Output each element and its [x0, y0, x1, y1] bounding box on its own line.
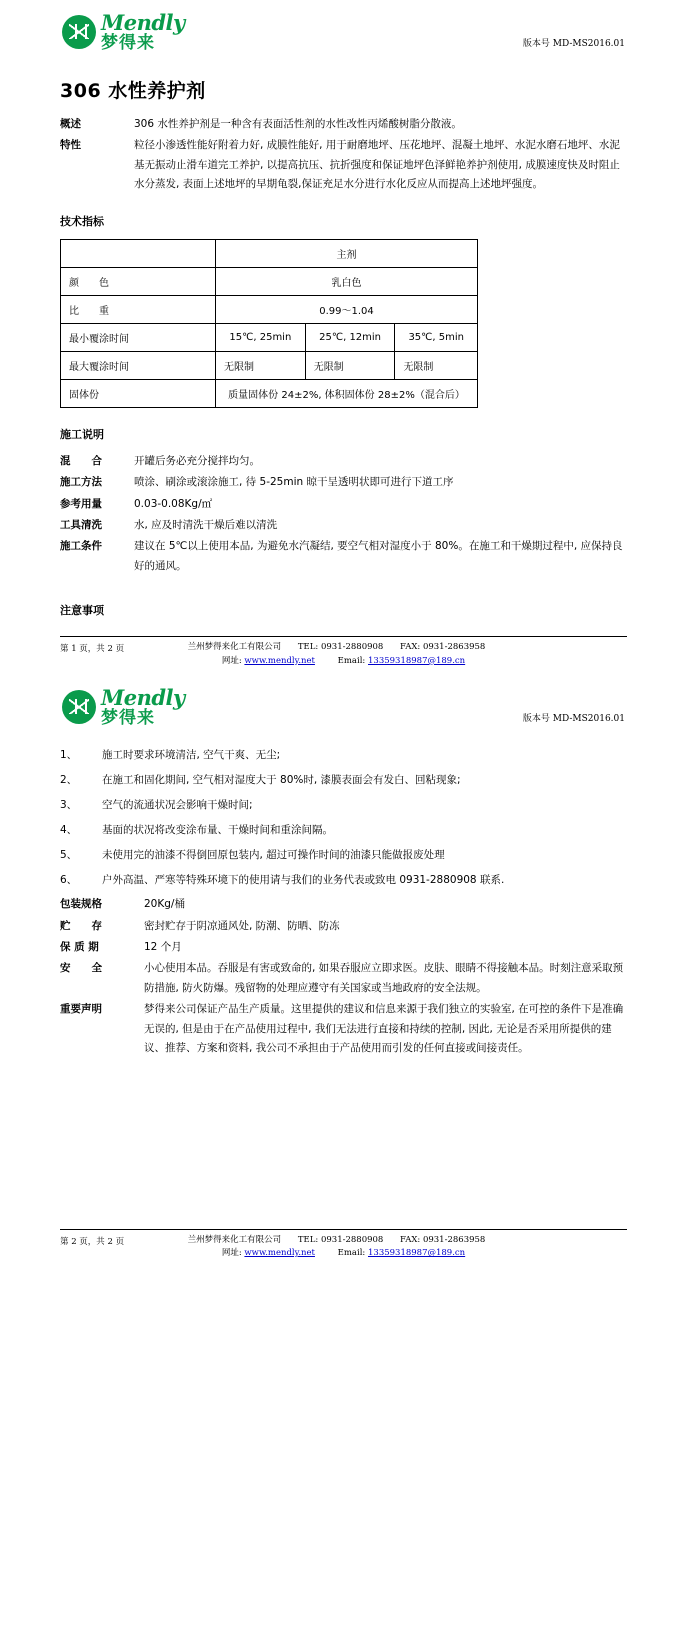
table-cell: 质量固体份 24±2%, 体积固体份 28±2%（混合后）	[216, 379, 478, 407]
spec-row	[60, 959, 627, 998]
notice-number: 5、	[60, 849, 78, 862]
footer-web-label: 网址:	[221, 655, 242, 666]
features-text: 粒径小渗透性能好附着力好, 成膜性能好, 用于耐磨地坪、压花地坪、混凝土地坪、水泥水磨石地坪、水泥基无振动止滑车道完工养护, 以提高抗压、抗折强度和保证地坪色泽鲜艳养护剂使用, 成膜速度快及时阻止水分蒸发, 表面上述地坪的早期龟裂,保证充足水分进行水化反应从而提高上述地坪强度。	[134, 139, 620, 191]
spec-text: 小心使用本品。吞服是有害或致命的, 如果吞服应立即求医。皮肤、眼睛不得接触本品。时刻注意采取预防措施, 防火防爆。残留物的处理应遵守有关国家或当地政府的安全法规。	[144, 962, 624, 994]
logo-mark-icon	[62, 15, 96, 49]
construction-row	[60, 452, 627, 471]
table-row-label: 颜 色	[61, 267, 216, 295]
footer-email-link[interactable]: 13359318987@189.cn	[368, 655, 466, 666]
overview-row	[60, 115, 627, 134]
table-header-row	[61, 239, 478, 267]
notice-item	[60, 795, 627, 816]
notice-text: 施工时要求环境清洁, 空气干爽、无尘;	[102, 749, 281, 762]
construction-row	[60, 473, 627, 492]
page2-footer-content	[60, 1234, 627, 1261]
footer-tel: TEL: 0931-2880908	[297, 1234, 384, 1245]
notice-text: 在施工和固化期间, 空气相对湿度大于 80%时, 漆膜表面会有发白、回粘现象;	[102, 774, 461, 787]
construction-text: 喷涂、刷涂或滚涂施工, 待 5-25min 晾干呈透明状即可进行下道工序	[134, 476, 454, 489]
construction-label: 施工条件	[60, 540, 102, 553]
notice-item	[60, 820, 627, 841]
page1-footer	[60, 636, 627, 675]
table-cell: 15℃, 25min	[216, 323, 306, 351]
logo-english-name: Mendly	[101, 10, 185, 35]
footer-email-label: Email:	[337, 1248, 366, 1259]
notice-item	[60, 770, 627, 791]
page-title: 306 水性养护剂	[60, 80, 206, 102]
spec-label: 重要声明	[60, 1003, 102, 1016]
notice-text: 基面的状况将改变涂布量、干燥时间和重涂间隔。	[102, 824, 333, 837]
construction-text: 建议在 5℃以上使用本品, 为避免水汽凝结, 要空气相对湿度小于 80%。在施工和干燥期过程中, 应保持良好的通风。	[134, 540, 623, 572]
company-logo	[62, 12, 185, 52]
table-header-main: 主剂	[216, 239, 478, 267]
table-cell: 无限制	[305, 351, 395, 379]
notice-text: 户外高温、严寒等特殊环境下的使用请与我们的业务代表或致电 0931-2880908 联系.	[102, 874, 505, 887]
table-row	[61, 351, 478, 379]
page2-footer	[60, 1229, 627, 1268]
footer-tel: TEL: 0931-2880908	[297, 642, 384, 653]
footer-email-label: Email:	[337, 655, 366, 666]
construction-label: 混 合	[60, 454, 102, 467]
notice-number: 4、	[60, 824, 78, 837]
page2-page-number: 第 2 页，共 2 页	[60, 1236, 125, 1247]
table-row	[61, 267, 478, 295]
logo-text	[101, 687, 185, 727]
construction-label: 参考用量	[60, 497, 102, 510]
features-label: 特性	[60, 139, 81, 152]
table-row	[61, 323, 478, 351]
footer-company: 兰州梦得来化工有限公司	[187, 1234, 282, 1245]
construction-row	[60, 516, 627, 535]
spec-row	[60, 917, 627, 936]
document-page-2	[0, 687, 687, 1267]
notice-number: 1、	[60, 749, 78, 762]
notice-text: 未使用完的油漆不得倒回原包装内, 超过可操作时间的油漆只能做报废处理	[102, 849, 445, 862]
footer-web-link[interactable]: www.mendly.net	[244, 1248, 315, 1259]
spec-label: 安 全	[60, 962, 102, 975]
table-cell: 25℃, 12min	[305, 323, 395, 351]
table-row-label: 固体份	[61, 379, 216, 407]
construction-text: 0.03-0.08Kg/㎡	[134, 497, 213, 510]
logo-chinese-name: 梦得来	[101, 33, 155, 53]
footer-fax: FAX: 0931-2863958	[400, 1234, 486, 1245]
logo-chinese-name: 梦得来	[101, 708, 155, 729]
page2-version-number: 版本号 MD-MS2016.01	[522, 714, 625, 725]
logo-english-name: Mendly	[101, 685, 185, 711]
tech-spec-title: 技术指标	[60, 214, 104, 228]
page1-header	[0, 12, 687, 70]
footer-email-link[interactable]: 13359318987@189.cn	[368, 1248, 466, 1259]
page1-version-number: 版本号 MD-MS2016.01	[522, 39, 625, 49]
overview-label: 概述	[60, 118, 81, 130]
table-header-blank	[61, 239, 216, 267]
table-row-label: 最小覆涂时间	[61, 323, 216, 351]
construction-label: 施工方法	[60, 476, 102, 489]
company-logo	[62, 687, 185, 727]
spec-text: 20Kg/桶	[144, 898, 185, 911]
notice-item	[60, 870, 627, 891]
notice-item	[60, 845, 627, 866]
table-row	[61, 295, 478, 323]
spec-label: 贮 存	[60, 919, 102, 932]
table-cell: 35℃, 5min	[395, 323, 478, 351]
construction-text: 水, 应及时清洗干燥后难以清洗	[134, 518, 278, 531]
table-cell: 无限制	[216, 351, 306, 379]
notice-number: 6、	[60, 874, 78, 887]
spec-text: 密封贮存于阴凉通风处, 防潮、防晒、防冻	[144, 919, 340, 932]
table-cell: 无限制	[395, 351, 478, 379]
footer-fax: FAX: 0931-2863958	[400, 642, 486, 653]
construction-title: 施工说明	[60, 427, 104, 441]
table-cell: 0.99～1.04	[216, 295, 478, 323]
construction-text: 开罐后务必充分搅拌均匀。	[134, 454, 260, 467]
logo-text	[101, 12, 185, 52]
spec-row	[60, 895, 627, 914]
features-row	[60, 136, 627, 194]
overview-text: 306 水性养护剂是一种含有表面活性剂的水性改性丙烯酸树脂分散液。	[134, 118, 462, 130]
construction-label: 工具清洗	[60, 518, 102, 531]
notice-number: 3、	[60, 799, 78, 812]
table-row-label: 比 重	[61, 295, 216, 323]
page2-header	[0, 687, 687, 745]
spec-text: 12 个月	[144, 941, 182, 954]
construction-row	[60, 537, 627, 576]
notice-number: 2、	[60, 774, 78, 787]
footer-company: 兰州梦得来化工有限公司	[187, 642, 282, 653]
notice-text: 空气的流通状况会影响干燥时间;	[102, 799, 253, 812]
spec-row	[60, 938, 627, 957]
table-row	[61, 379, 478, 407]
table-row-label: 最大覆涂时间	[61, 351, 216, 379]
page1-page-number: 第 1 页，共 2 页	[60, 644, 125, 655]
spec-row	[60, 1000, 627, 1058]
logo-mark-icon	[62, 690, 96, 724]
footer-web-label: 网址:	[221, 1248, 242, 1259]
spec-label: 保 质 期	[60, 941, 99, 954]
footer-web-link[interactable]: www.mendly.net	[244, 655, 315, 666]
table-cell: 乳白色	[216, 267, 478, 295]
document-page-1	[0, 12, 687, 675]
notice-item	[60, 745, 627, 766]
spec-label: 包装规格	[60, 898, 102, 911]
spec-text: 梦得来公司保证产品生产质量。这里提供的建议和信息来源于我们独立的实验室, 在可控的条件下是准确无误的, 但是由于在产品使用过程中, 我们无法进行直接和持续的控制, 因此, 无论是否采用所提供的建议、推荐、方案和资料, 我公司不承担由于产品使用而引发的任何直接或间接责任。	[144, 1003, 624, 1055]
notice-title: 注意事项	[60, 604, 104, 618]
tech-spec-table	[60, 239, 478, 408]
construction-row	[60, 495, 627, 514]
page1-footer-content	[60, 641, 627, 668]
